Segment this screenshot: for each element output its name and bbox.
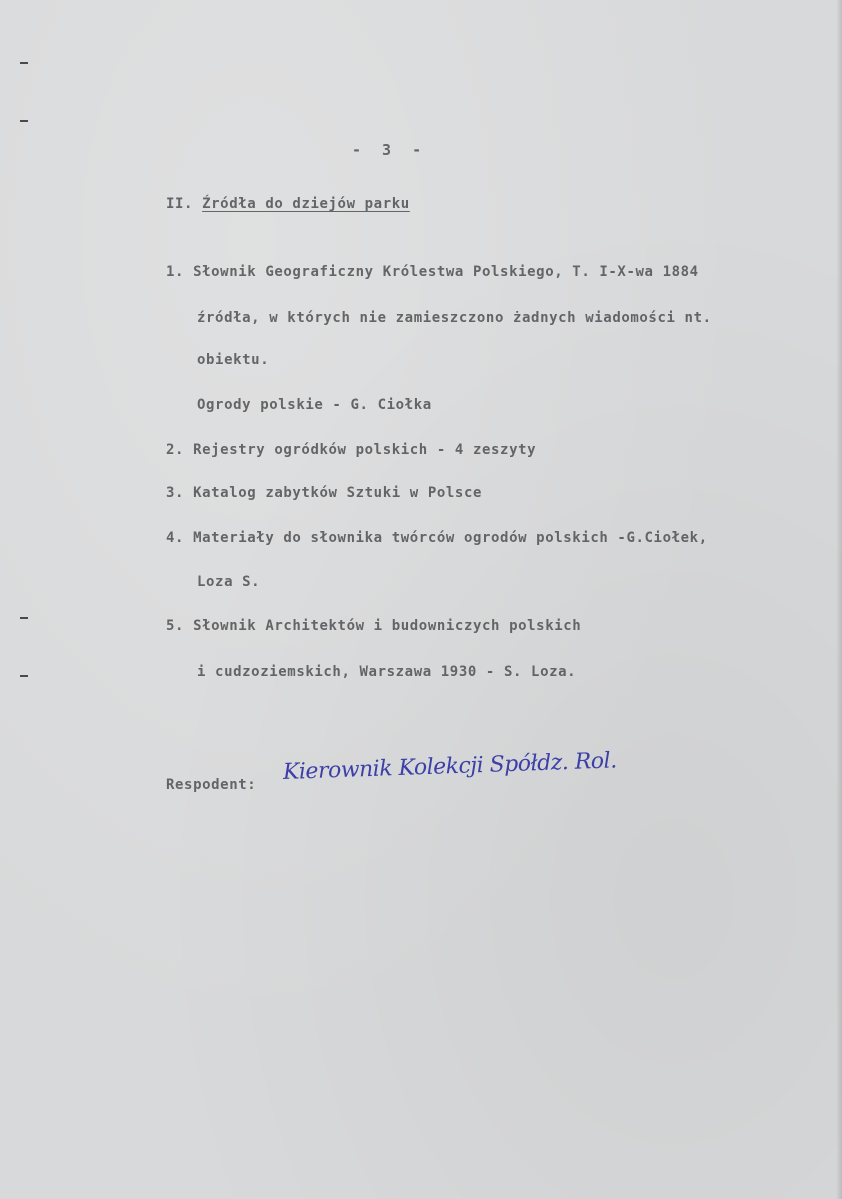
list-item-1-continuation: obiektu. [197, 352, 270, 368]
section-title: Źródła do dziejów parku [202, 196, 410, 212]
respondent-label: Respodent: [166, 777, 257, 793]
page-edge-shadow [836, 0, 842, 1199]
list-item-1-continuation: źródła, w których nie zamieszczono żadnych wiadomości nt. [197, 310, 712, 326]
list-item-1: 1. Słownik Geograficzny Królestwa Polskiego, T. I-X-wa 1884 [166, 264, 699, 280]
respondent-signature: Kierownik Kolekcji Spółdz. Rol. [282, 748, 618, 785]
list-item-5-continuation: i cudzoziemskich, Warszawa 1930 - S. Loza. [197, 664, 577, 680]
list-item-4: 4. Materiały do słownika twórców ogrodów polskich -G.Ciołek, [166, 530, 708, 546]
list-item-4-continuation: Loza S. [197, 574, 261, 590]
margin-mark [20, 617, 28, 619]
page-number: - 3 - [352, 141, 428, 159]
margin-mark [20, 675, 28, 677]
margin-mark [20, 62, 28, 64]
section-heading [166, 196, 410, 212]
list-item-3: 3. Katalog zabytków Sztuki w Polsce [166, 485, 483, 501]
list-item-5: 5. Słownik Architektów i budowniczych polskich [166, 618, 582, 634]
margin-mark [20, 120, 28, 122]
list-item-2: 2. Rejestry ogródków polskich - 4 zeszyty [166, 442, 537, 458]
section-number: II. [166, 196, 194, 212]
list-item-1-subentry: Ogrody polskie - G. Ciołka [197, 397, 432, 413]
